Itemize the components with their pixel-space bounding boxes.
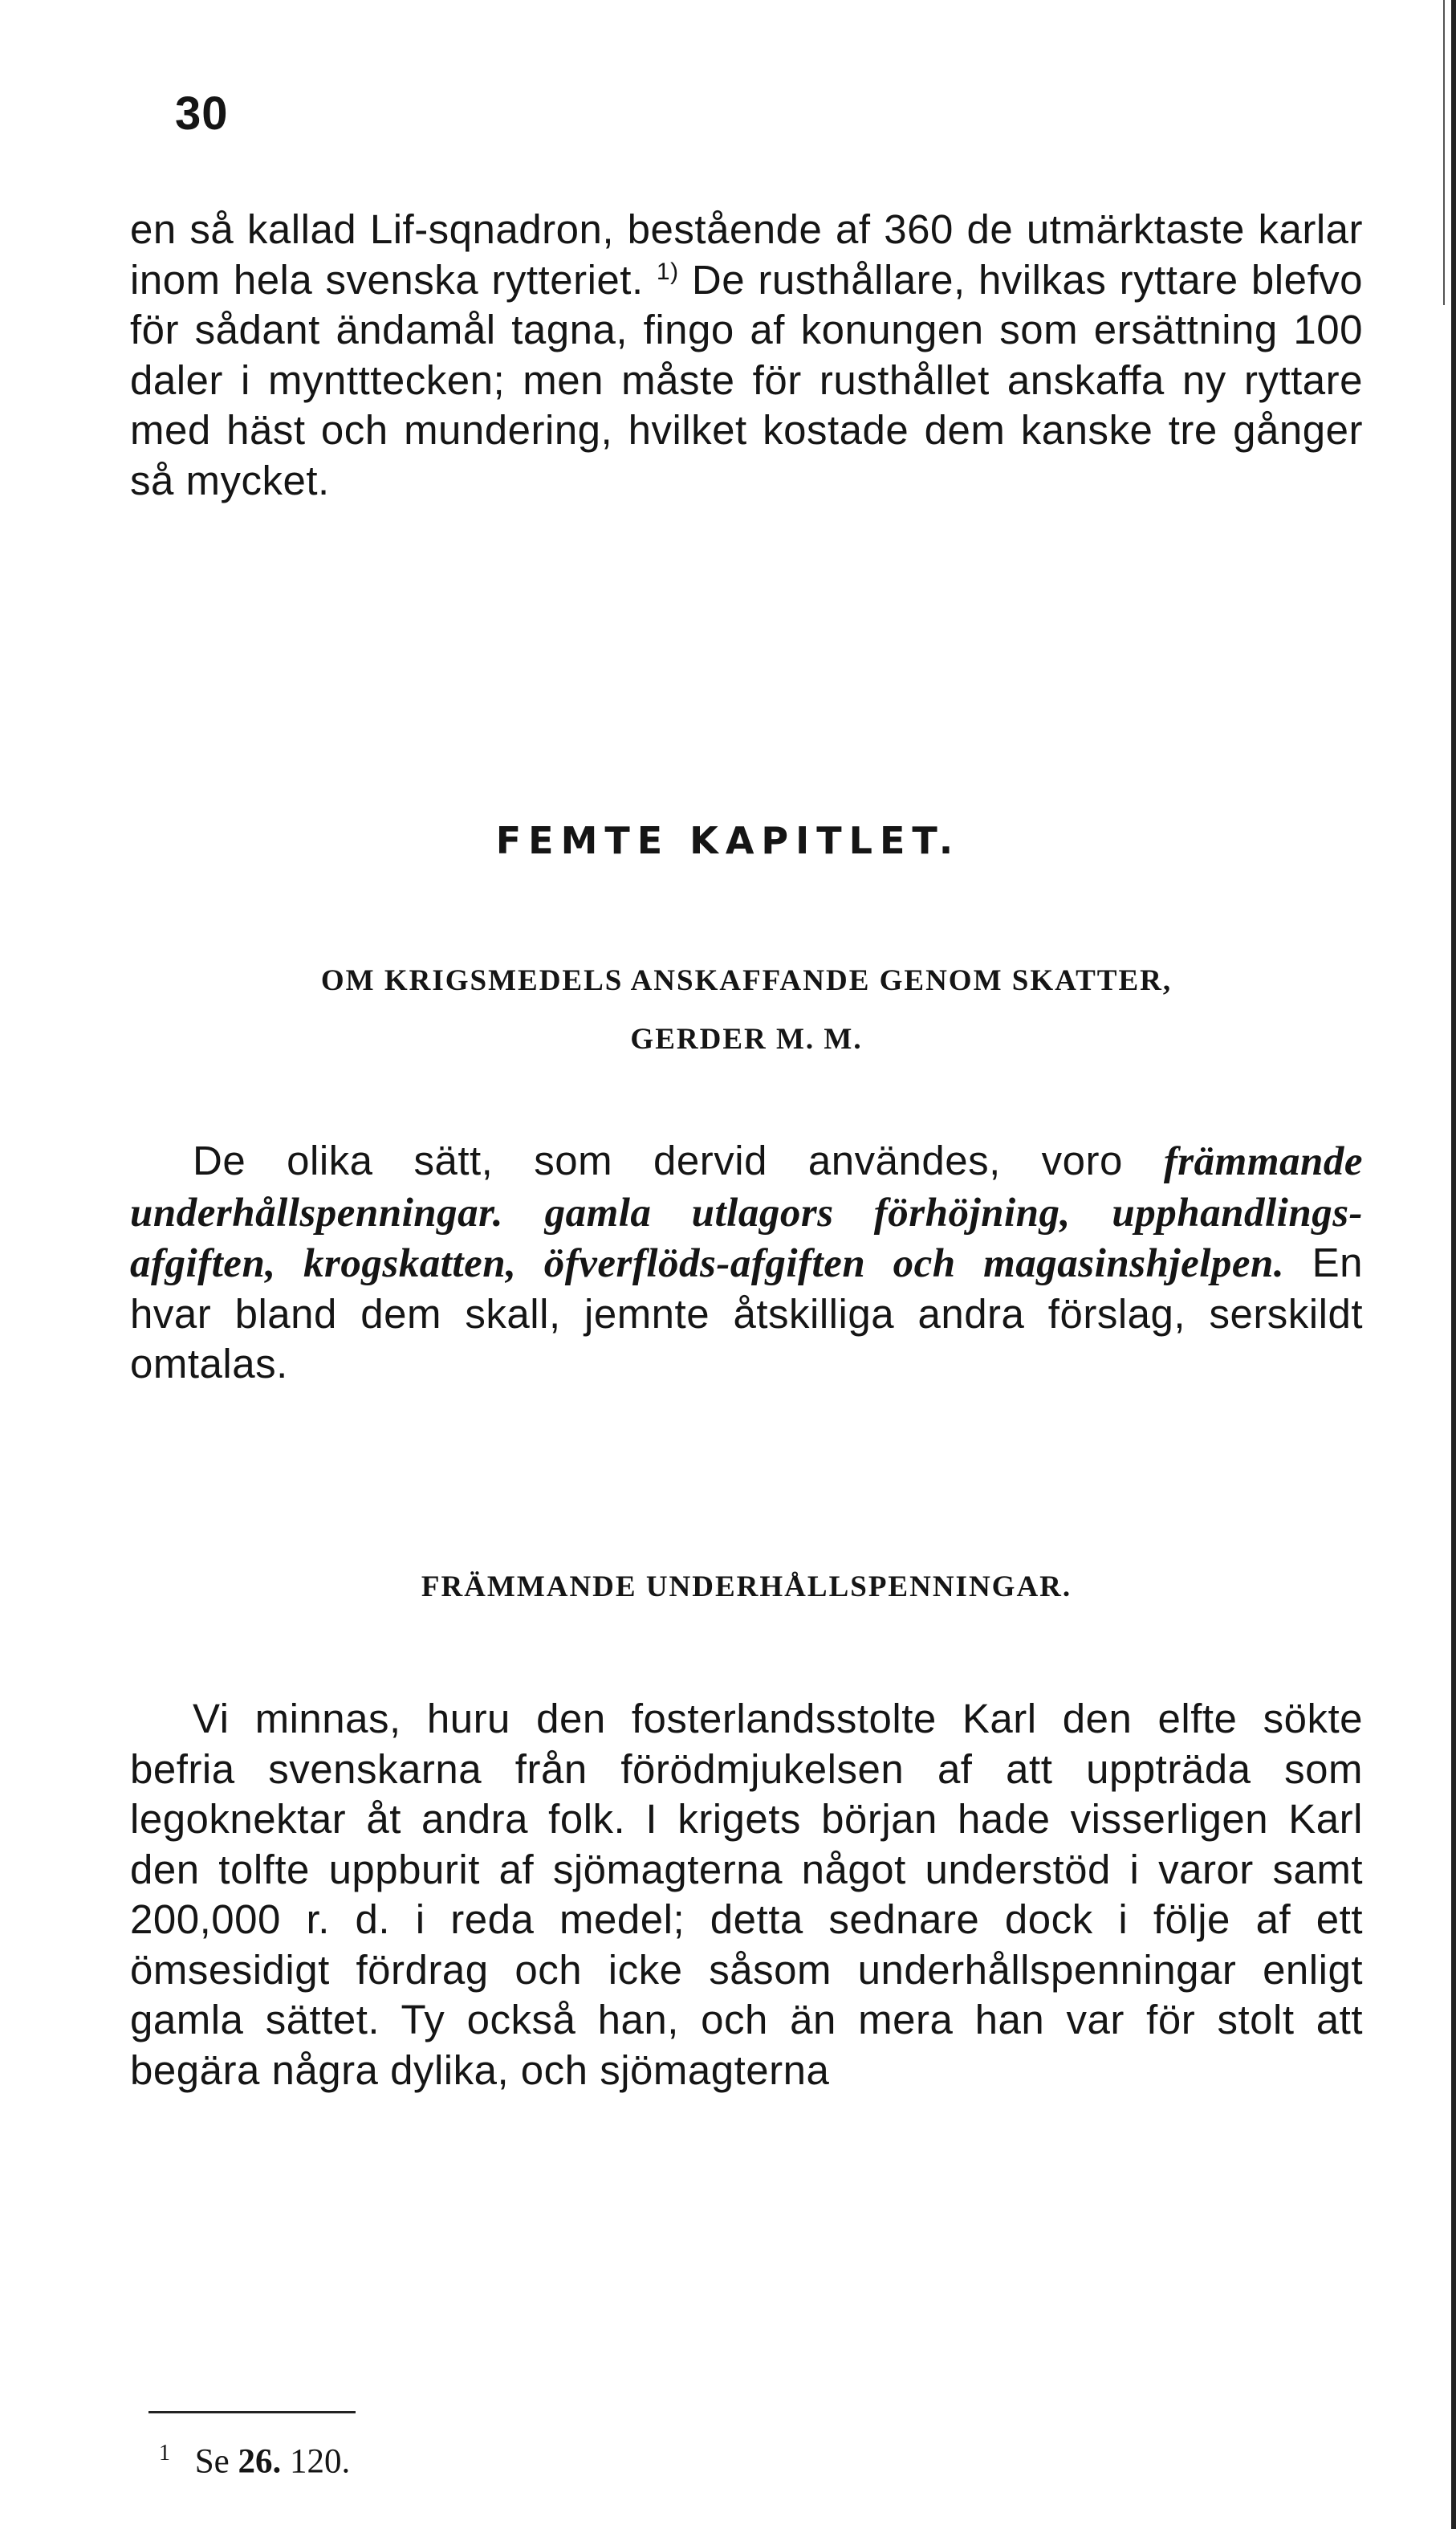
chapter-subtitle <box>130 951 1363 1069</box>
paragraph-1 <box>130 205 1363 506</box>
footnote-prefix: Se <box>194 2442 230 2481</box>
term-krogskatten: krogskatten, <box>303 1241 517 1286</box>
term-magasin: magasinshjelpen. <box>983 1241 1285 1286</box>
paragraph-2 <box>130 1136 1363 1390</box>
term-separator: . <box>492 1190 503 1236</box>
page-number: 30 <box>175 88 229 140</box>
term-separator-2: , <box>265 1241 276 1286</box>
paragraph-1-text: en så kallad Lif-sqnadron, bestående af 360 de utmärktaste karlar inom hela svenska rytteriet. <box>130 206 1363 303</box>
section-heading: FRÄMMANDE UNDERHÅLLSPENNINGAR. <box>421 1570 1072 1603</box>
paragraph-2-rest: En hvar bland dem skall, jemnte åtskilliga andra förslag, serskildt omtalas. <box>130 1240 1363 1387</box>
footnote-reference: 26. <box>238 2442 282 2481</box>
footnote-marker[interactable]: 1) <box>656 258 679 285</box>
term-conjunction: och <box>893 1241 956 1286</box>
footnote <box>159 2441 350 2481</box>
chapter-subtitle-line-1: OM KRIGSMEDELS ANSKAFFANDE GENOM SKATTER, <box>320 964 1173 997</box>
page-edge <box>1451 0 1456 2529</box>
term-ofverflod: öfverflöds-afgiften <box>543 1241 866 1286</box>
term-frammande: främmande underhållspenningar <box>130 1139 1363 1236</box>
paragraph-3-text: Vi minnas, huru den fosterlandsstolte Karl den elfte sökte befria svenskarna från förödmjukelsen af att uppträda som legoknektar åt andra folk. I krigets början hade visserligen Karl den tolfte uppburit af sjömagterna något understöd i varor samt 200,000 r. d. i reda medel; detta sednare dock i följe af ett ömsesidigt fördrag och icke såsom underhållspenningar enligt gamla sättet. Ty också han, och än mera han var för stolt att begära några dylika, och sjömagterna <box>130 1696 1363 2093</box>
footnote-divider <box>148 2411 356 2413</box>
term-utlagor: gamla utlagors förhöjning, <box>544 1190 1071 1236</box>
footnote-number: 1 <box>159 2441 170 2466</box>
chapter-heading: FEMTE KAPITLET. <box>495 819 961 862</box>
term-upphandling: upphandlings-afgiften <box>130 1190 1364 1286</box>
footnote-page: 120. <box>290 2442 351 2481</box>
paragraph-1-text-2: De rusthållare, hvilkas ryttare blefvo för sådant ändamål tagna, fingo af konungen som ersättning 100 daler i myntttecken; men måste för rusthållet anskaffa ny ryttare med häst och mundering, hvilket kostade dem kanske tre gånger så mycket. <box>130 256 1364 503</box>
page-edge-inner <box>1443 0 1445 305</box>
paragraph-3 <box>130 1694 1363 2095</box>
paragraph-2-intro: De olika sätt, som dervid användes, voro <box>193 1138 1123 1183</box>
chapter-subtitle-line-2: GERDER M. M. <box>630 1023 863 1056</box>
